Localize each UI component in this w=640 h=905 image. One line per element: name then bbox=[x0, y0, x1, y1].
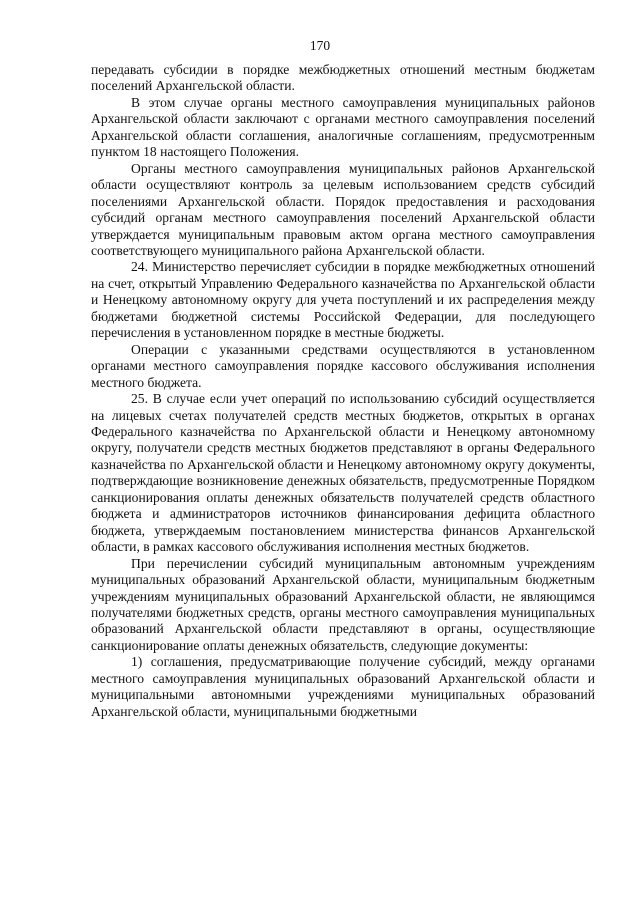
paragraph-control: Органы местного самоуправления муниципальных районов Архангельской области осуществляют контроль за целевым использованием средств субсидий поселениями Архангельской области. Порядок предоставления и расходования субсидий органам местного самоуправления поселений Архангельской области утверждается муниципальным правовым актом органа местного самоуправления соответствующего муниципального района Архангельской области. bbox=[91, 160, 595, 258]
page-number: 170 bbox=[309, 38, 331, 53]
document-body bbox=[91, 62, 595, 720]
paragraph-continuation: передавать субсидии в порядке межбюджетных отношений местным бюджетам поселений Архангельской области. bbox=[91, 62, 595, 94]
paragraph-list-item-1: 1) соглашения, предусматривающие получение субсидий, между органами местного самоуправления муниципальных образований Архангельской области и муниципальными автономными учреждениями муниципальных образований Архангельской области, муниципальными бюджетными bbox=[91, 654, 595, 719]
paragraph-item-24: 24. Министерство перечисляет субсидии в порядке межбюджетных отношений на счет, открытый Управлению Федерального казначейства по Архангельской области и Ненецкому автономному округу для учета поступлений и их распределения между бюджетами бюджетной системы Российской Федерации, для последующего перечисления в установленном порядке в местные бюджеты. bbox=[91, 259, 595, 341]
paragraph-item-25: 25. В случае если учет операций по использованию субсидий осуществляется на лицевых счетах получателей средств местных бюджетов, открытых в органах Федерального казначейства по Архангельской области и Ненецкому автономному округу, получатели средств местных бюджетов представляют в органы Федерального казначейства по Архангельской области и Ненецкому автономному округу документы, подтверждающие возникновение денежных обязательств, предусмотренные Порядком санкционирования оплаты денежных обязательств получателей средств областного бюджета и администраторов источников финансирования дефицита областного бюджета, утверждаемым постановлением министерства финансов Архангельской области, в рамках кассового обслуживания исполнения местных бюджетов. bbox=[91, 391, 595, 555]
paragraph-operations: Операции с указанными средствами осуществляются в установленном органами местного самоуправления порядке кассового обслуживания исполнения местного бюджета. bbox=[91, 341, 595, 390]
paragraph-transfer: При перечислении субсидий муниципальным автономным учреждениям муниципальных образований Архангельской области, муниципальным бюджетным учреждениям муниципальных образований Архангельской области, не являющимся получателями бюджетных средств, органы местного самоуправления муниципальных образований Архангельской области представляют в органы, осуществляющие санкционирование оплаты денежных обязательств, следующие документы: bbox=[91, 555, 595, 653]
paragraph-agreements: В этом случае органы местного самоуправления муниципальных районов Архангельской области заключают с органами местного самоуправления поселений Архангельской области соглашения, аналогичные соглашениям, предусмотренным пунктом 18 настоящего Положения. bbox=[91, 94, 595, 160]
